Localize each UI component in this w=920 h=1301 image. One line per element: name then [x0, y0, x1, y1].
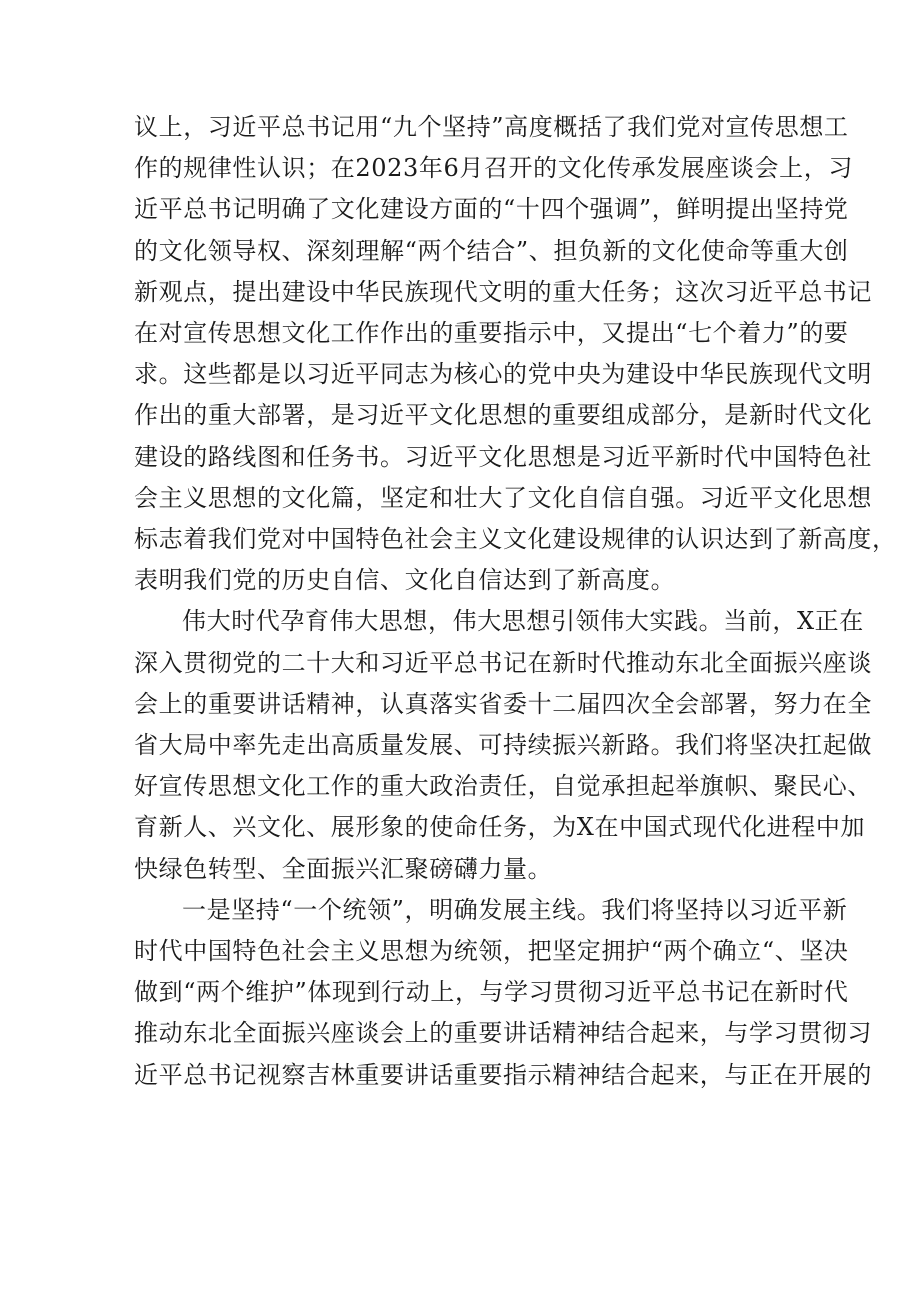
paragraph-1 [134, 107, 897, 601]
text-line: 快绿色转型、全面振兴汇聚磅礴力量。 [134, 854, 553, 883]
text-line: 作出的重大部署，是习近平文化思想的重要组成部分，是新时代文化 [134, 401, 872, 430]
text-line: 近平总书记视察吉林重要讲话重要指示精神结合起来，与正在开展的 [134, 1060, 872, 1089]
text-line: 议上，习近平总书记用“九个坚持”高度概括了我们党对宣传思想工 [134, 113, 849, 141]
text-line: 伟大时代孕育伟大思想，伟大思想引领伟大实践。当前，X正在 [182, 607, 864, 636]
text-line: 育新人、兴文化、展形象的使命任务，为X在中国式现代化进程中加 [134, 813, 866, 842]
text-line: 近平总书记明确了文化建设方面的“十四个强调”，鲜明提出坚持党 [134, 195, 849, 224]
text-line: 求。这些都是以习近平同志为核心的党中央为建设中华民族现代文明 [134, 360, 872, 389]
text-line: 好宣传思想文化工作的重大政治责任，自觉承担起举旗帜、聚民心、 [134, 772, 872, 801]
text-line: 一是坚持“一个统领”，明确发展主线。我们将坚持以习近平新 [182, 895, 848, 924]
text-line: 做到“两个维护”体现到行动上，与学习贯彻习近平总书记在新时代 [134, 978, 849, 1007]
text-line: 省大局中率先走出高质量发展、可持续振兴新路。我们将坚决扛起做 [134, 731, 872, 760]
text-line: 深入贯彻党的二十大和习近平总书记在新时代推动东北全面振兴座谈 [134, 648, 872, 677]
text-line: 推动东北全面振兴座谈会上的重要讲话精神结合起来，与学习贯彻习 [134, 1019, 872, 1048]
text-line: 在对宣传思想文化工作作出的重要指示中，又提出“七个着力”的要 [134, 319, 849, 348]
text-line: 会上的重要讲话精神，认真落实省委十二届四次全会部署，努力在全 [134, 689, 872, 718]
text-line: 作的规律性认识；在2023年6月召开的文化传承发展座谈会上，习 [134, 154, 853, 183]
text-line: 建设的路线图和任务书。习近平文化思想是习近平新时代中国特色社 [134, 442, 872, 471]
text-line: 标志着我们党对中国特色社会主义文化建设规律的认识达到了新高度， [134, 525, 897, 554]
text-line: 表明我们党的历史自信、文化自信达到了新高度。 [134, 566, 676, 595]
paragraph-2 [134, 601, 872, 889]
text-line: 新观点，提出建设中华民族现代文明的重大任务；这次习近平总书记 [134, 277, 872, 306]
text-line: 时代中国特色社会主义思想为统领，把坚定拥护“两个确立“、坚决 [134, 937, 849, 966]
text-line: 会主义思想的文化篇，坚定和壮大了文化自信自强。习近平文化思想 [134, 483, 872, 512]
text-line: 的文化领导权、深刻理解“两个结合”、担负新的文化使命等重大创 [134, 236, 849, 265]
document-body [134, 107, 897, 1096]
paragraph-3 [134, 890, 872, 1096]
